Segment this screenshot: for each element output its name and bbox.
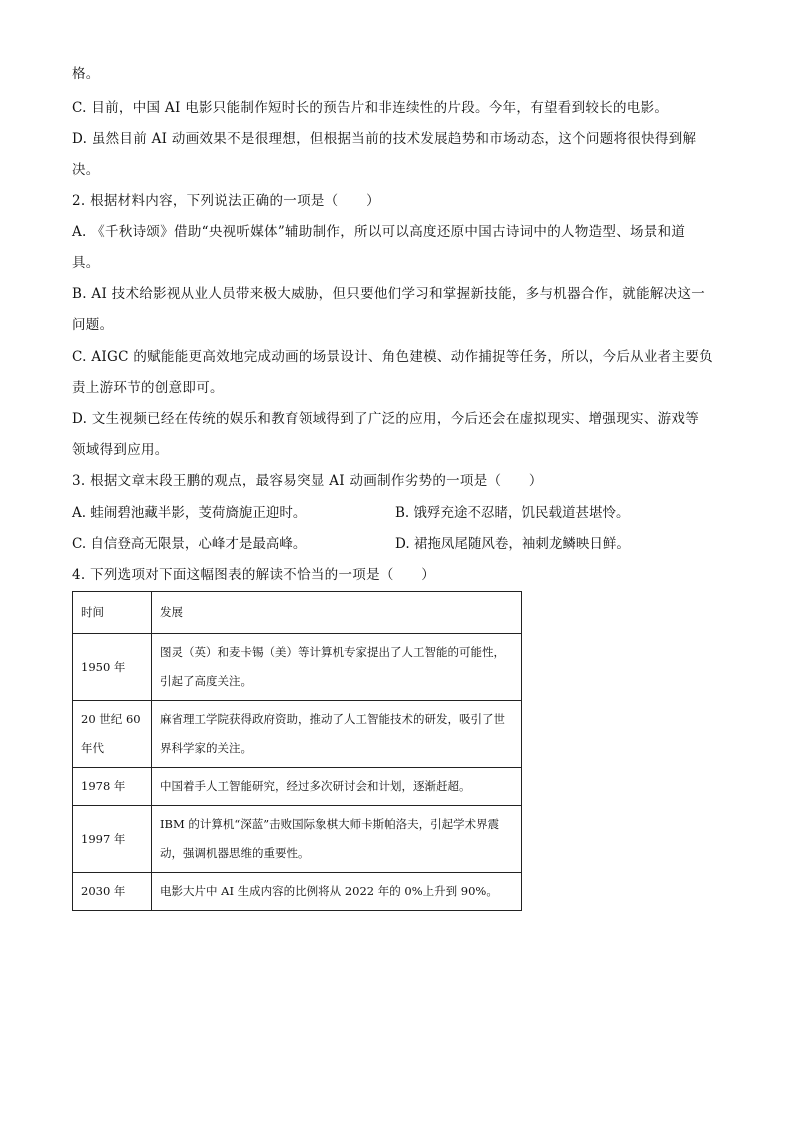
- question-3: 3. 根据文章末段王鹏的观点，最容易突显 AI 动画制作劣势的一项是（ ）: [72, 473, 543, 489]
- q3-option-c: C. 自信登高无限景，心峰才是最高峰。: [72, 536, 307, 552]
- row-time: 1978 年: [73, 768, 152, 806]
- text-line: 格。: [72, 66, 100, 82]
- table-row: [73, 634, 522, 701]
- table-row: [73, 806, 522, 873]
- q2-option-a: A. 《千秋诗颂》借助“央视听媒体”辅助制作，所以可以高度还原中国古诗词中的人物造型、场景和道: [72, 224, 686, 240]
- q2-option-c: C. AIGC 的赋能能更高效地完成动画的场景设计、角色建模、动作捕捉等任务，所以，今后从业者主要负: [72, 349, 713, 365]
- row-text: 图灵（英）和麦卡锡（美）等计算机专家提出了人工智能的可能性，引起了高度关注。: [152, 634, 522, 701]
- q3-option-a: A. 蛙闹碧池藏半影，芰荷旖旎正迎时。: [72, 505, 307, 521]
- row-text: 中国着手人工智能研究，经过多次研讨会和计划，逐渐赶超。: [152, 768, 522, 806]
- question-2: 2. 根据材料内容，下列说法正确的一项是（ ）: [72, 193, 380, 209]
- q3-option-b: B. 饿殍充途不忍睹，饥民载道甚堪怜。: [395, 505, 630, 521]
- q3-option-d: D. 裙拖凤尾随风卷，袖刺龙鳞映日鲜。: [395, 536, 630, 552]
- table-row: [73, 873, 522, 911]
- option-d-line: D. 虽然目前 AI 动画效果不是很理想，但根据当前的技术发展趋势和市场动态，这个问题将很快得到解: [72, 131, 697, 147]
- row-text: 电影大片中 AI 生成内容的比例将从 2022 年的 0%上升到 90%。: [152, 873, 522, 911]
- text-line: 问题。: [72, 317, 114, 333]
- q2-option-b: B. AI 技术给影视从业人员带来极大威胁，但只要他们学习和掌握新技能，多与机器合作，就能解决这一: [72, 286, 706, 302]
- row-text: 麻省理工学院获得政府资助，推动了人工智能技术的研发，吸引了世界科学家的关注。: [152, 701, 522, 768]
- row-time: 20 世纪 60 年代: [73, 701, 152, 768]
- q2-option-d: D. 文生视频已经在传统的娱乐和教育领域得到了广泛的应用，今后还会在虚拟现实、增强现实、游戏等: [72, 411, 700, 427]
- question-4: 4. 下列选项对下面这幅图表的解读不恰当的一项是（ ）: [72, 567, 436, 583]
- row-text: IBM 的计算机“深蓝”击败国际象棋大师卡斯帕洛夫，引起学术界震动，强调机器思维的重要性。: [152, 806, 522, 873]
- text-line: 具。: [72, 255, 100, 271]
- header-time: 时间: [73, 592, 152, 634]
- ai-timeline-table: [72, 591, 522, 911]
- header-development: 发展: [152, 592, 522, 634]
- table-header-row: [73, 592, 522, 634]
- text-line: 责上游环节的创意即可。: [72, 380, 224, 396]
- text-line: 决。: [72, 162, 100, 178]
- row-time: 2030 年: [73, 873, 152, 911]
- row-time: 1950 年: [73, 634, 152, 701]
- table-row: [73, 701, 522, 768]
- text-line: 领域得到应用。: [72, 442, 169, 458]
- row-time: 1997 年: [73, 806, 152, 873]
- table-row: [73, 768, 522, 806]
- option-c-line: C. 目前，中国 AI 电影只能制作短时长的预告片和非连续性的片段。今年，有望看到较长的电影。: [72, 100, 669, 116]
